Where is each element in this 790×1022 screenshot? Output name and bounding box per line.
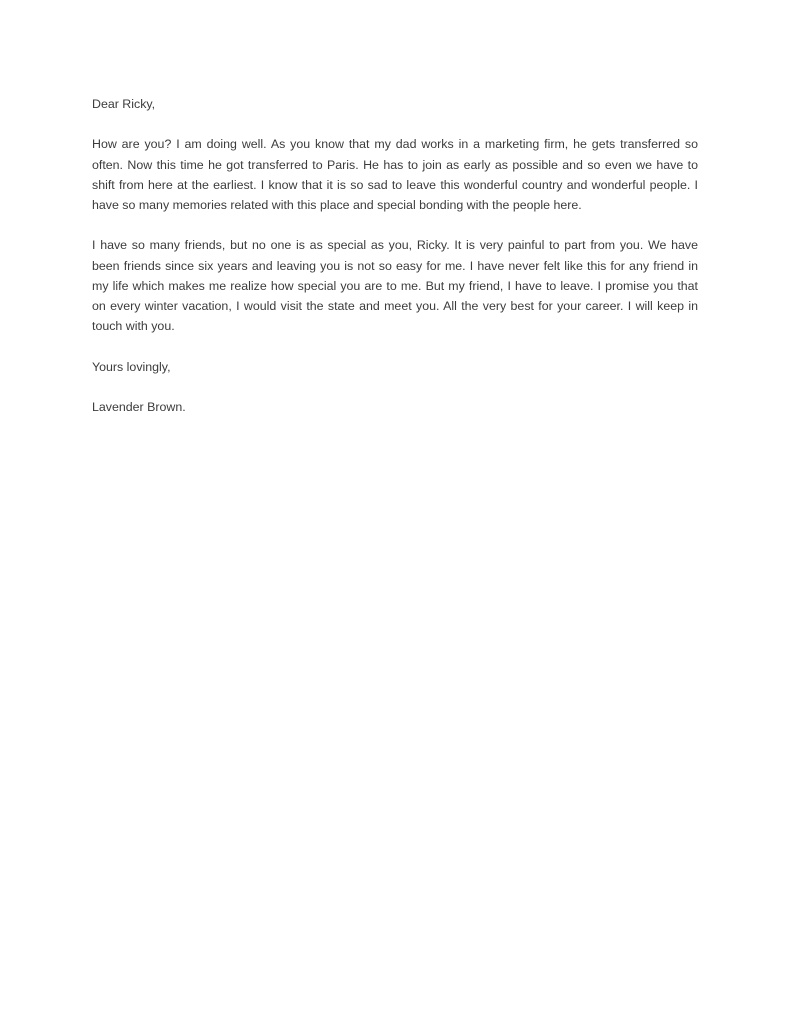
signature: Lavender Brown.	[92, 399, 186, 414]
closing: Yours lovingly,	[92, 359, 171, 374]
salutation: Dear Ricky,	[92, 97, 156, 111]
body-paragraph-1: How are you? I am doing well. As you know that my dad works in a marketing firm, he gets transferred so often. Now this time he got transferred to Paris. He has to join as early as possible and so even we have to shift from here at the earliest. I know that it is so sad to leave this wonderful country and wonderful people. I have so many memories related with this place and special bonding with the people here.	[92, 137, 698, 212]
letter-page	[92, 94, 698, 437]
body-paragraph-2: I have so many friends, but no one is as special as you, Ricky. It is very painful to part from you. We have been friends since six years and leaving you is not so easy for me. I have never felt like this for any friend in my life which makes me realize how special you are to me. But my friend, I have to leave. I promise you that on every winter vacation, I would visit the state and meet you. All the very best for your career. I will keep in touch with you.	[92, 238, 698, 334]
